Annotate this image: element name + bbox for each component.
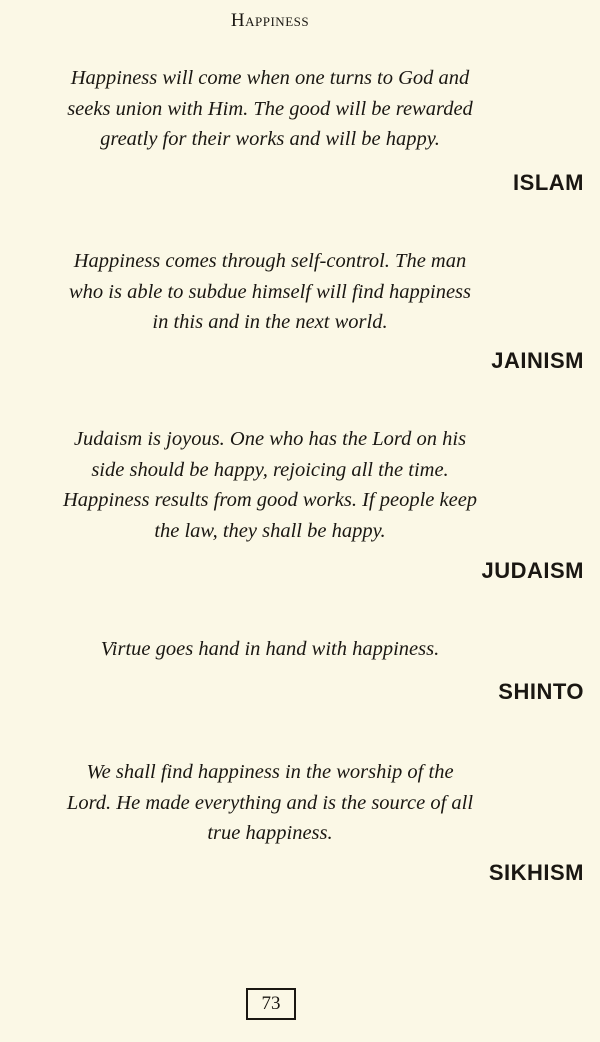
religion-label-shinto: SHINTO bbox=[498, 679, 584, 704]
quote-jainism: Happiness comes through self-control. The man who is able to subdue himself will find happiness in this and in the next world. bbox=[68, 250, 472, 333]
quote-judaism: Judaism is joyous. One who has the Lord on his side should be happy, rejoicing all the time. Happiness results from good works. If people keep the law, they shall be happy. bbox=[62, 428, 478, 542]
quote-shinto: Virtue goes hand in hand with happiness. bbox=[100, 638, 440, 660]
religion-label-jainism: JAINISM bbox=[491, 348, 584, 373]
page-number-box: 73 bbox=[246, 988, 296, 1020]
religion-label-judaism: JUDAISM bbox=[481, 558, 584, 583]
quote-islam: Happiness will come when one turns to God and seeks union with Him. The good will be rewarded greatly for their works and will be happy. bbox=[67, 67, 473, 150]
religion-label-islam: ISLAM bbox=[513, 170, 584, 195]
religion-label-sikhism: SIKHISM bbox=[488, 860, 584, 885]
quote-sikhism: We shall find happiness in the worship of the Lord. He made everything and is the source of all true happiness. bbox=[66, 761, 474, 844]
running-title: Happiness bbox=[230, 10, 310, 31]
